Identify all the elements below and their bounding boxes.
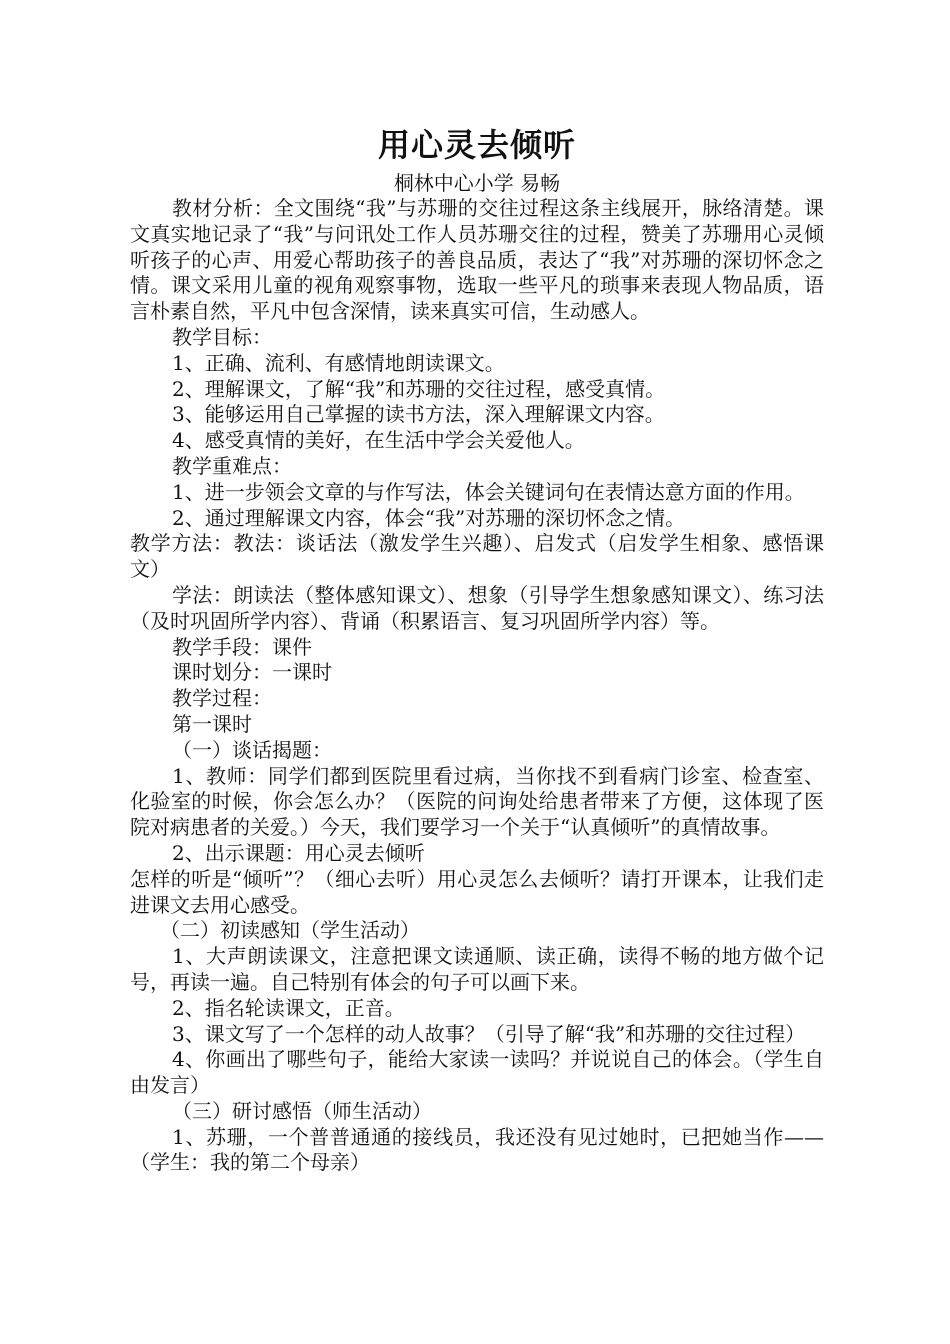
paragraph-learning-methods: 学法：朗读法（整体感知课文）、想象（引导学生想象感知课文）、练习法（及时巩固所学内容）、背诵（积累语言、复习巩固所学内容）等。: [130, 582, 824, 633]
process-item: 4、你画出了哪些句子，能给大家读一读吗？并说说自己的体会。（学生自由发言）: [130, 1047, 824, 1098]
process-item: 1、苏珊，一个普普通通的接线员，我还没有见过她时，已把她当作——（学生：我的第二个母亲）: [130, 1124, 824, 1175]
paragraph-teaching-methods: 教学方法：教法：谈话法（激发学生兴趣）、启发式（启发学生相象、感悟课文）: [130, 531, 824, 582]
section-heading: （一）谈话揭题：: [172, 737, 332, 762]
key-point-item: 1、进一步领会文章的与作写法，体会关键词句在表情达意方面的作用。: [172, 479, 805, 504]
heading-first-lesson: 第一课时: [172, 711, 252, 736]
goal-item: 3、能够运用自己掌握的读书方法，深入理解课文内容。: [172, 402, 665, 427]
process-item: 2、指名轮读课文，正音。: [172, 995, 405, 1020]
process-item: 2、出示课题：用心灵去倾听: [172, 840, 425, 865]
section-heading: （二）初读感知（学生活动）: [160, 918, 420, 943]
heading-teaching-process: 教学过程：: [172, 686, 272, 711]
section-heading: （三）研讨感悟（师生活动）: [172, 1098, 432, 1123]
paragraph-teaching-means: 教学手段：课件: [172, 634, 312, 659]
goal-item: 2、理解课文，了解“我”和苏珊的交往过程，感受真情。: [172, 376, 666, 401]
process-item: 1、大声朗读课文，注意把课文读通顺、读正确，读得不畅的地方做个记号，再读一遍。自己特别有体会的句子可以画下来。: [130, 944, 824, 994]
goal-item: 1、正确、流利、有感情地朗读课文。: [172, 350, 505, 375]
heading-key-points: 教学重难点：: [172, 453, 292, 478]
paragraph-textbook-analysis: 教材分析：全文围绕“我”与苏珊的交往过程这条主线展开，脉络清楚。课文真实地记录了“我”与问讯处工作人员苏珊交往的过程，赞美了苏珊用心灵倾听孩子的心声、用爱心帮助孩子的善良品质，表达了“我”对苏珊的深切怀念之情。课文采用儿童的视角观察事物，选取一些平凡的琐事来表现人物品质，语言朴素自然，平凡中包含深情，读来真实可信，生动感人。: [130, 196, 824, 324]
document-title: 用心灵去倾听: [377, 126, 576, 164]
process-item: 怎样的听是“倾听”？（细心去听）用心灵怎么去倾听？请打开课本，让我们走进课文去用心感受。: [130, 866, 824, 917]
goal-item: 4、感受真情的美好，在生活中学会关爱他人。: [172, 428, 585, 453]
paragraph-class-hours: 课时划分：一课时: [172, 660, 332, 685]
heading-teaching-goals: 教学目标：: [172, 324, 272, 349]
process-item: 1、教师：同学们都到医院里看过病，当你找不到看病门诊室、检查室、化验室的时候，你会怎么办？（医院的问询处给患者带来了方便，这体现了医院对病患者的关爱。）今天，我们要学习一个关于“认真倾听”的真情故事。: [130, 763, 824, 840]
key-point-item: 2、通过理解课文内容，体会“我”对苏珊的深切怀念之情。: [172, 505, 686, 530]
document-page: [130, 120, 824, 1176]
document-author: 桐林中心小学 易畅: [393, 171, 561, 195]
process-item: 3、课文写了一个怎样的动人故事？（引导了解“我”和苏珊的交往过程）: [172, 1021, 806, 1046]
document-body: [130, 196, 824, 1176]
